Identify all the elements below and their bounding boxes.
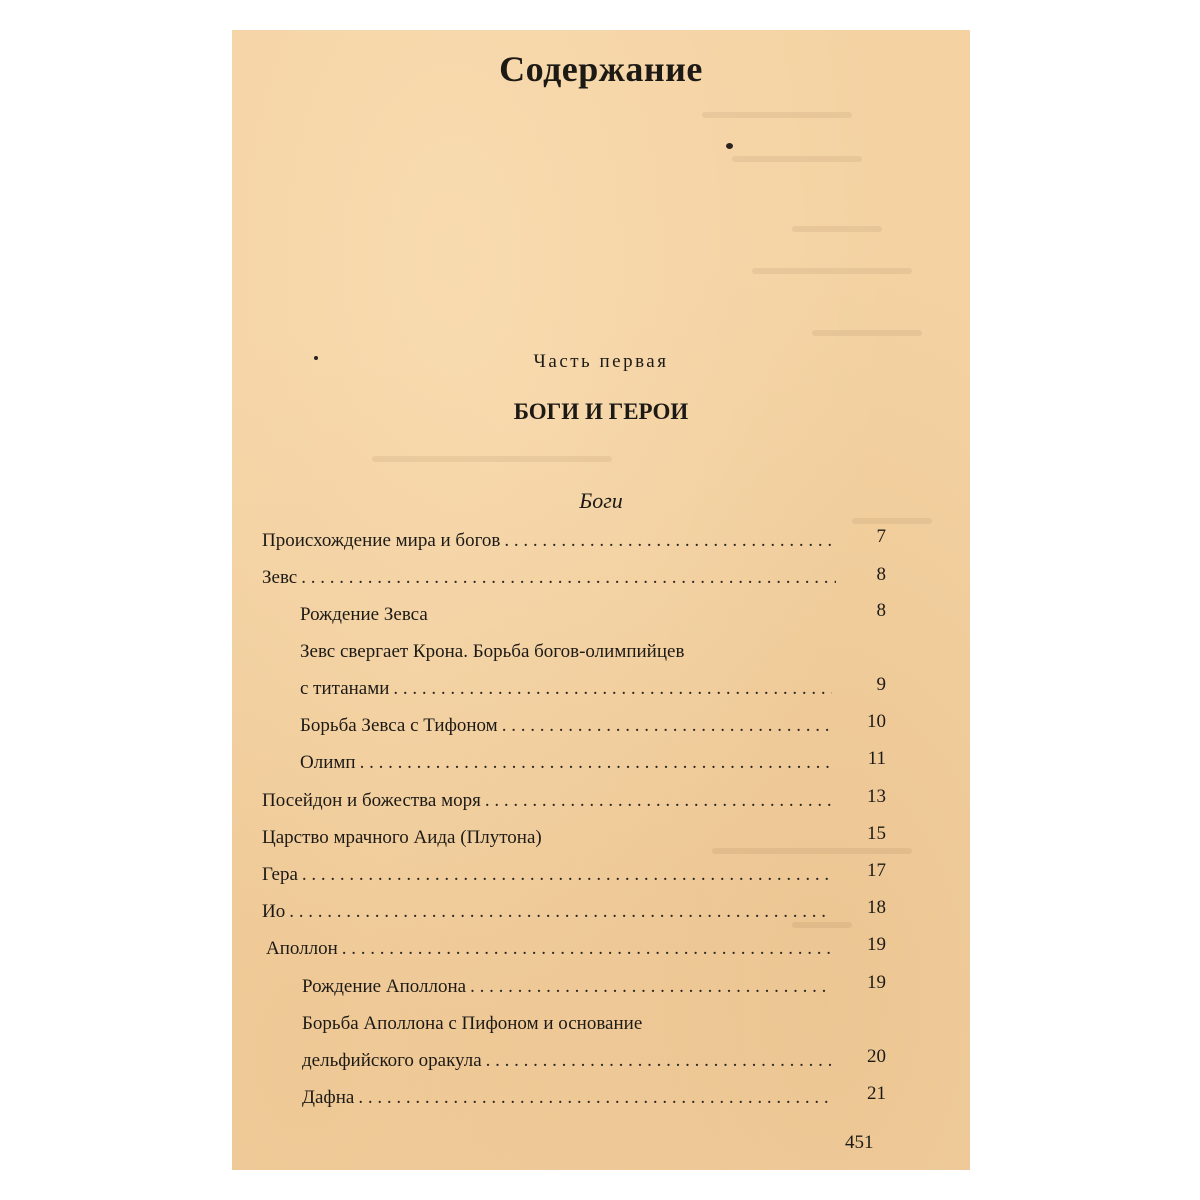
toc-entry-label: Рождение Зевса [300, 604, 428, 625]
leader-dots [393, 677, 832, 701]
leader-dots [342, 937, 832, 961]
toc-entry-label: Дафна [302, 1087, 355, 1108]
toc-entry-label: Ио [262, 901, 286, 922]
show-through-line [732, 156, 862, 162]
ink-speck [726, 143, 733, 149]
toc-entry[interactable] [302, 1049, 838, 1073]
toc-entry-label: Борьба Зевса с Тифоном [300, 715, 498, 736]
toc-entry[interactable] [302, 1086, 838, 1110]
toc-entry[interactable] [300, 640, 684, 664]
toc-entry-page: 21 [867, 1083, 886, 1104]
toc-entry-label: Рождение Аполлона [302, 976, 467, 997]
toc-entry-page: 8 [876, 564, 886, 585]
toc-entry-label: Олимп [300, 752, 356, 773]
toc-entry[interactable] [300, 714, 838, 738]
show-through-line [752, 268, 912, 274]
toc-entry[interactable] [262, 789, 838, 813]
toc-entry[interactable] [262, 900, 838, 924]
toc-entry-page: 10 [867, 711, 886, 732]
toc-entry[interactable] [262, 566, 842, 590]
toc-entry-label: с титанами [300, 678, 390, 699]
toc-entry-label: Зевс [262, 567, 298, 588]
leader-dots [360, 751, 832, 775]
page-number: 451 [845, 1132, 874, 1153]
leader-dots [470, 975, 832, 999]
show-through-line [702, 112, 852, 118]
leader-dots [502, 714, 832, 738]
toc-entry-label: Посейдон и божества моря [262, 790, 481, 811]
toc-entry-page: 11 [867, 748, 886, 769]
toc-entry[interactable] [300, 603, 428, 627]
toc-entry-page: 9 [876, 674, 886, 695]
leader-dots [485, 789, 832, 813]
toc-entry[interactable] [262, 863, 838, 887]
leader-dots [289, 900, 832, 924]
toc-entry-page: 8 [876, 600, 886, 621]
show-through-line [852, 518, 932, 524]
toc-entry[interactable] [302, 1012, 642, 1036]
part-title: БОГИ И ГЕРОИ [513, 399, 689, 424]
toc-entry[interactable] [262, 826, 542, 850]
page-title: Содержание [499, 49, 703, 89]
toc-entry[interactable] [302, 975, 838, 999]
toc-entry-label: Борьба Аполлона с Пифоном и основание [302, 1013, 643, 1034]
show-through-line [792, 226, 882, 232]
toc-entry-label: Зевс свергает Крона. Борьба богов-олимпийцев [300, 641, 685, 662]
leader-dots [302, 863, 832, 887]
toc-entry-label: Происхождение мира и богов [262, 530, 501, 551]
toc-entry-label: Царство мрачного Аида (Плутона) [262, 827, 542, 848]
toc-entry-page: 19 [867, 934, 886, 955]
toc-entry[interactable] [262, 529, 842, 553]
show-through-line [812, 330, 922, 336]
show-through-line [372, 456, 612, 462]
leader-dots [486, 1049, 832, 1073]
toc-entry-page: 18 [867, 897, 886, 918]
toc-entry-page: 7 [876, 526, 886, 547]
toc-entry-page: 20 [867, 1046, 886, 1067]
toc-entry-label: Аполлон [266, 938, 338, 959]
toc-entry[interactable] [300, 751, 838, 775]
leader-dots [301, 566, 836, 590]
toc-entry-page: 19 [867, 972, 886, 993]
part-label: Часть первая [533, 351, 669, 372]
leader-dots [504, 529, 836, 553]
toc-entry-page: 17 [867, 860, 886, 881]
book-page [232, 30, 970, 1170]
show-through-line [712, 848, 912, 854]
section-title: Боги [579, 488, 623, 513]
toc-entry-label: Гера [262, 864, 298, 885]
toc-entry-label: дельфийского оракула [302, 1050, 482, 1071]
toc-entry-page: 13 [867, 786, 886, 807]
toc-entry[interactable] [266, 937, 838, 961]
toc-entry-page: 15 [867, 823, 886, 844]
toc-entry[interactable] [300, 677, 838, 701]
leader-dots [358, 1086, 832, 1110]
